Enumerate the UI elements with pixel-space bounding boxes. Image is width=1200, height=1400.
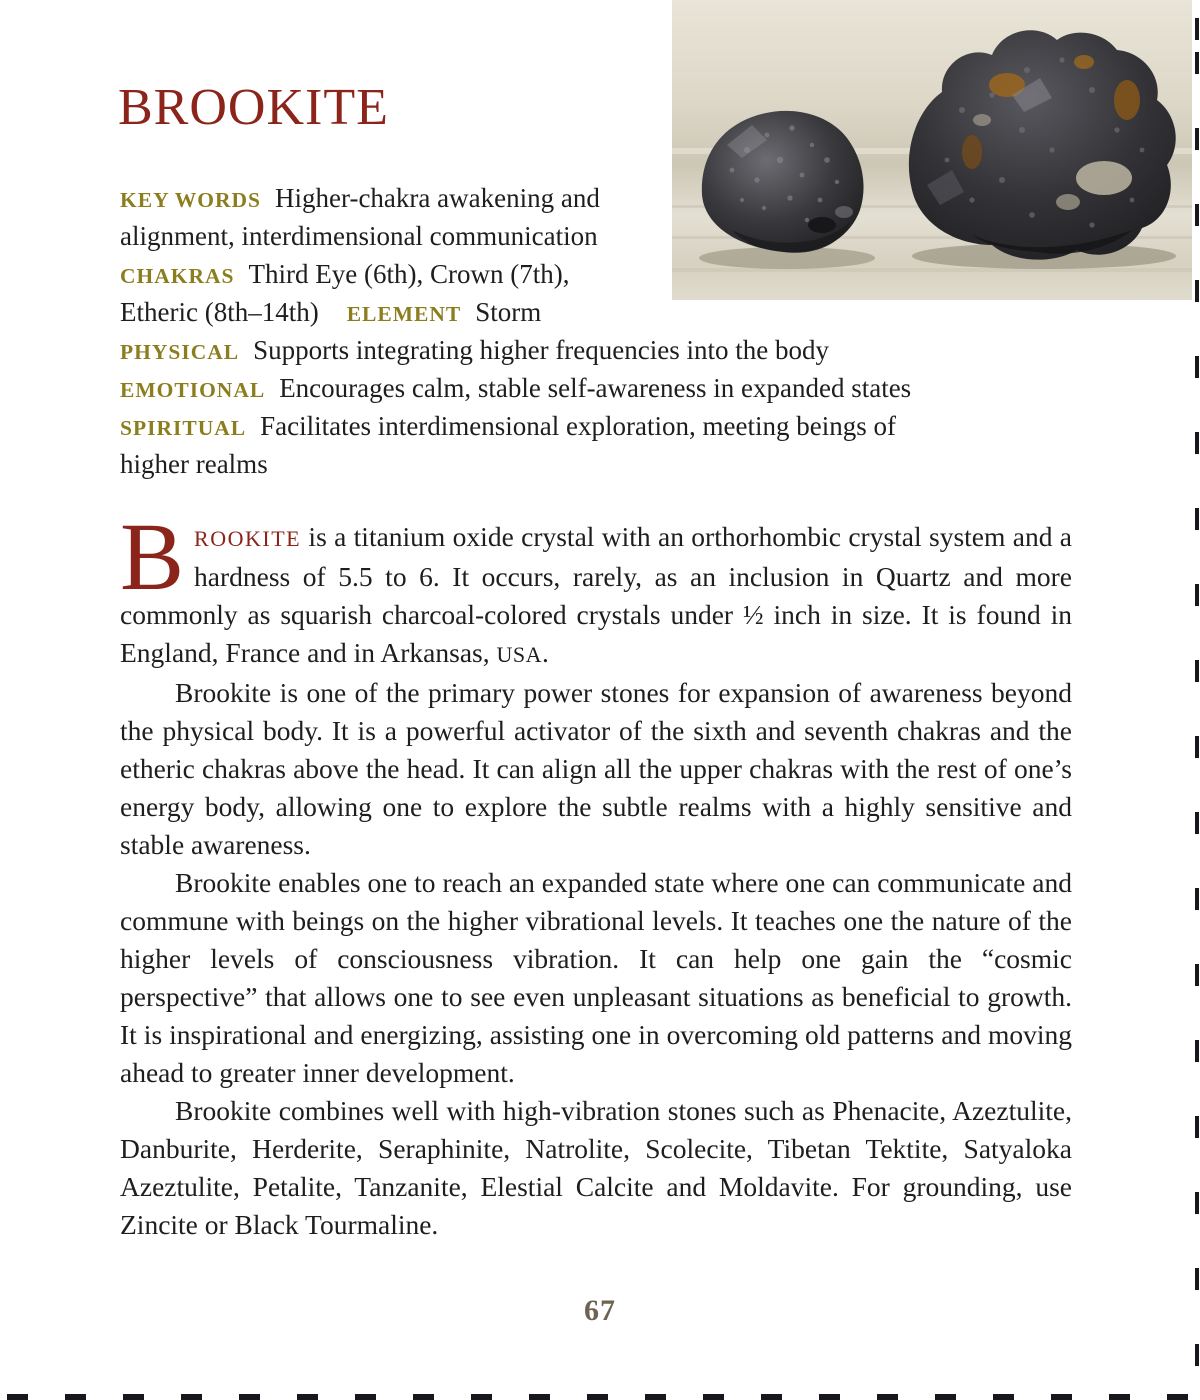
- property-label: EMOTIONAL: [120, 378, 266, 402]
- paragraph-text: Brookite is one of the primary power stones for expansion of awareness beyond the physical body. It is a powerful activator of the sixth and seventh chakras and the etheric chakras above the head. It can align all the upper chakras with the rest of one’s energy body, allowing one to explore the subtle realms with a highly sensitive and stable awareness.: [120, 677, 1072, 860]
- property-value: alignment, interdimensional communication: [120, 221, 598, 251]
- property-line: [120, 255, 1080, 293]
- property-label: KEY WORDS: [120, 188, 262, 212]
- property-line: [120, 445, 1080, 483]
- property-value: Storm: [475, 297, 542, 327]
- lead-word: ROOKITE: [194, 526, 302, 551]
- property-value: Facilitates interdimensional exploration, meeting beings of: [260, 411, 896, 441]
- property-line: [120, 407, 1080, 445]
- property-line: [120, 217, 1080, 255]
- page-edge-mark: [1195, 18, 1199, 40]
- property-label: SPIRITUAL: [120, 416, 247, 440]
- property-value: Supports integrating higher frequencies into the body: [253, 335, 829, 365]
- paragraph-text: Brookite enables one to reach an expanded state where one can communicate and commune with beings on the higher vibrational levels. It teaches one the nature of the higher levels of consciousness vibration. It can help one gain the “cosmic perspective” that allows one to see even unpleasant situations as beneficial to growth. It is inspirational and energizing, assisting one in overcoming old patterns and moving ahead to greater inner development.: [120, 867, 1072, 1088]
- page-edge-marks-right: [1195, 52, 1199, 1400]
- paragraph-text: Brookite combines well with high-vibration stones such as Phenacite, Azeztulite, Danburite, Herderite, Seraphinite, Natrolite, Scolecite, Tibetan Tektite, Satyaloka Azeztulite, Petalite, Tanzanite, Elestial Calcite and Moldavite. For grounding, use Zincite or Black Tourmaline.: [120, 1095, 1072, 1240]
- property-value: Third Eye (6th), Crown (7th),: [248, 259, 570, 289]
- property-label: ELEMENT: [346, 302, 462, 326]
- property-value: Etheric (8th–14th): [120, 297, 319, 327]
- property-label: CHAKRAS: [120, 264, 235, 288]
- property-line: [120, 369, 1080, 407]
- body-paragraph: [120, 1092, 1072, 1244]
- property-line: [120, 179, 1080, 217]
- page-title: BROOKITE: [118, 79, 389, 136]
- property-label: PHYSICAL: [120, 340, 240, 364]
- properties-block: [120, 179, 1080, 483]
- page-edge-marks-bottom: [7, 1394, 1200, 1400]
- drop-cap: B: [120, 503, 185, 610]
- paragraph-text: is a titanium oxide crystal with an orthorhombic crystal system and a hardness of 5.5 to 6. It occurs, rarely, as an inclusion in Quartz and more commonly as squarish charcoal-colored crystals under ½ inch in size. It is found in England, France and in Arkansas,: [120, 521, 1072, 668]
- body-text: [120, 503, 1072, 1244]
- property-line: [120, 293, 1080, 331]
- paragraph-text: USA: [496, 642, 543, 667]
- property-value: higher realms: [120, 449, 268, 479]
- property-value: Higher-chakra awakening and: [275, 183, 600, 213]
- property-value: Encourages calm, stable self-awareness in expanded states: [279, 373, 912, 403]
- property-line: [120, 331, 1080, 369]
- body-paragraph: [120, 674, 1072, 864]
- body-paragraph: [120, 864, 1072, 1092]
- paragraph-text: .: [542, 637, 549, 668]
- page-number: 67: [584, 1294, 616, 1327]
- body-paragraph: [120, 503, 1072, 674]
